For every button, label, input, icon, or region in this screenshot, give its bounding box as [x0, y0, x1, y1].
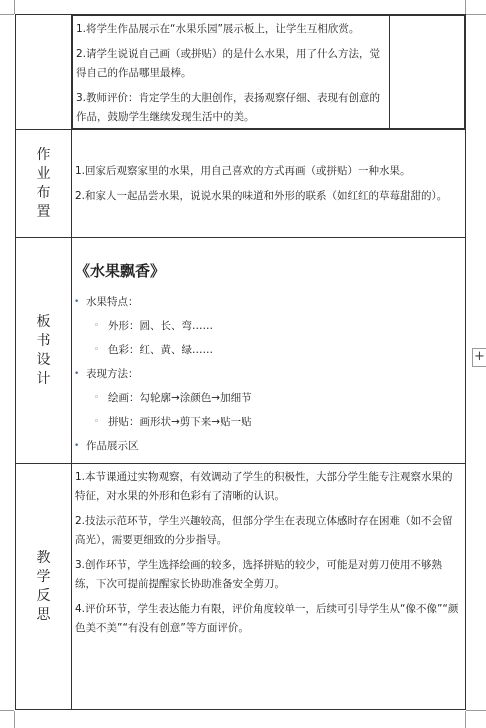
lesson-plan-table: [15, 14, 466, 710]
crop-mark: [465, 0, 466, 14]
reflection-label: 教 学 反 思: [16, 464, 72, 710]
paragraph: 3.教师评价：肯定学生的大胆创作，表扬观察仔细、表现有创意的作品，鼓励学生继续发现生活中的美。: [76, 92, 381, 123]
board-design-cell: [72, 238, 466, 464]
homework-label: 作 业 布 置: [16, 130, 72, 238]
paragraph: 1.回家后观察家里的水果，用自己喜欢的方式再画（或拼贴）一种水果。: [75, 164, 411, 177]
activity-cell: [72, 15, 466, 130]
list-item: • 表现方法：: [74, 368, 139, 380]
paragraph: 2.请学生说说自己画（或拼贴）的是什么水果，用了什么方法，觉得自己的作品哪里最棒。: [76, 48, 381, 79]
crop-mark: [14, 711, 15, 728]
crop-mark: [466, 14, 486, 15]
crop-mark: [0, 14, 14, 15]
crop-mark: [466, 710, 486, 711]
reflection-cell: [72, 464, 466, 710]
board-design-label: 板 书 设 计: [16, 238, 72, 464]
crop-mark: [14, 0, 15, 14]
paragraph: 4.评价环节，学生表达能力有限，评价角度较单一，后续可引导学生从“像不像”“颜色美不美”“有没有创意”等方面评价。: [75, 603, 459, 634]
list-item: • 作品展示区: [74, 440, 139, 452]
paragraph: 1.本节课通过实物观察，有效调动了学生的积极性，大部分学生能专注观察水果的特征，对水果的外形和色彩有了清晰的认识。: [75, 471, 453, 502]
paragraph: 3.创作环节，学生选择绘画的较多，选择拼贴的较少，可能是对剪刀使用不够熟练，下次可提前提醒家长协助准备安全剪刀。: [75, 559, 443, 590]
activity-row: [16, 15, 466, 130]
list-item: ◦ 拼贴：画形状→剪下来→贴一贴: [94, 416, 252, 428]
crop-mark: [465, 711, 466, 728]
crop-mark: [0, 710, 14, 711]
paragraph: 2.技法示范环节，学生兴趣较高，但部分学生在表现立体感时存在困难（如不会留高光），需要更细致的分步指导。: [75, 515, 453, 546]
board-outline: [72, 295, 465, 459]
list-item: • 水果特点：: [74, 296, 139, 308]
board-title: 《水果飘香》: [75, 262, 166, 280]
board-design-row: [16, 238, 466, 464]
row-label: [16, 15, 72, 130]
list-item: ◦ 绘画：勾轮廓→涂颜色→加细节: [94, 392, 252, 404]
list-item: ◦ 色彩：红、黄、绿……: [94, 344, 213, 356]
paragraph: 2.和家人一起品尝水果，说说水果的味道和外形的联系（如红红的草莓甜甜的）。: [75, 189, 448, 202]
homework-cell: [72, 130, 466, 238]
reflection-row: [16, 464, 466, 710]
list-item: ◦ 外形：圆、长、弯……: [94, 320, 213, 332]
add-row-button[interactable]: +: [472, 348, 486, 367]
paragraph: 1.将学生作品展示在“水果乐园”展示板上，让学生互相欣赏。: [76, 23, 360, 35]
homework-row: [16, 130, 466, 238]
